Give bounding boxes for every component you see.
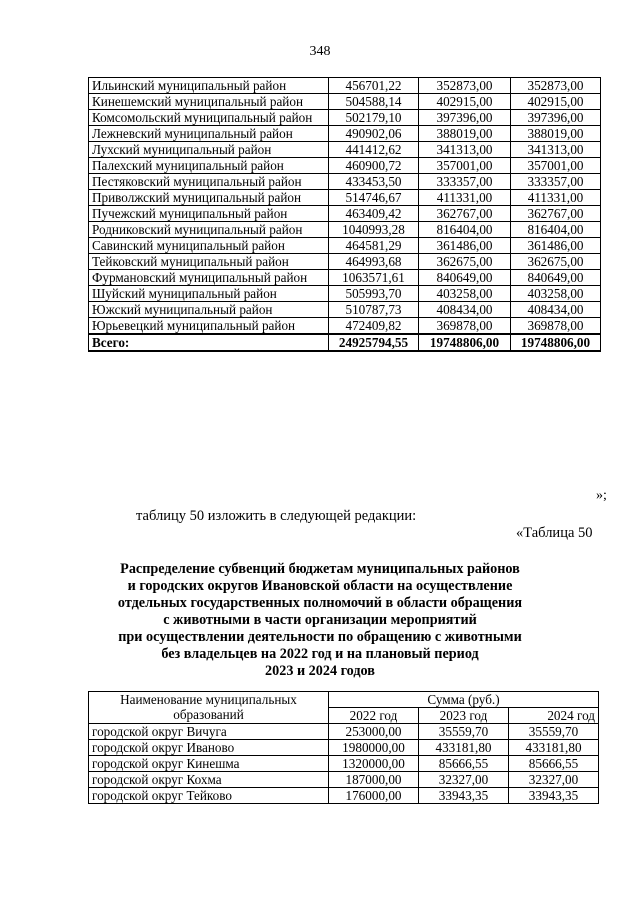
table-row: [89, 142, 601, 158]
district-subsidy-table-continued: [88, 77, 601, 352]
value-2022-cell: 464993,68: [329, 254, 419, 270]
value-2024-cell: 411331,00: [511, 190, 601, 206]
value-2023-cell: 402915,00: [419, 94, 511, 110]
value-2023-cell: 33943,35: [419, 788, 509, 804]
table-row: [89, 222, 601, 238]
table-row: [89, 126, 601, 142]
header-row: [89, 692, 599, 708]
value-2024-cell: 85666,55: [509, 756, 599, 772]
value-2024-cell: 32327,00: [509, 772, 599, 788]
value-2022-cell: 464581,29: [329, 238, 419, 254]
value-2024-cell: 388019,00: [511, 126, 601, 142]
value-2023-cell: 32327,00: [419, 772, 509, 788]
value-2023-cell: 352873,00: [419, 78, 511, 94]
page-number: 348: [309, 44, 331, 59]
value-2022-cell: 505993,70: [329, 286, 419, 302]
value-2022-cell: 433453,50: [329, 174, 419, 190]
value-2024-cell: 362767,00: [511, 206, 601, 222]
value-2024-cell: 403258,00: [511, 286, 601, 302]
value-2024-cell: 341313,00: [511, 142, 601, 158]
value-2022-cell: 1320000,00: [329, 756, 419, 772]
value-2022-cell: 514746,67: [329, 190, 419, 206]
title-line: отдельных государственных полномочий в области обращения: [117, 595, 523, 611]
value-2024-cell: 362675,00: [511, 254, 601, 270]
value-2024-cell: 352873,00: [511, 78, 601, 94]
district-name-cell: Южский муниципальный район: [89, 302, 329, 318]
value-2023-cell: 361486,00: [419, 238, 511, 254]
value-2023-cell: 333357,00: [419, 174, 511, 190]
value-2024-cell: 397396,00: [511, 110, 601, 126]
header-2023: 2023 год: [419, 708, 509, 724]
table-row: [89, 740, 599, 756]
value-2024-cell: 35559,70: [509, 724, 599, 740]
header-2024: 2024 год: [509, 708, 599, 724]
district-name-cell: городской округ Кинешма: [89, 756, 329, 772]
district-name-cell: Пестяковский муниципальный район: [89, 174, 329, 190]
value-2023-cell: 19748806,00: [419, 334, 511, 351]
closing-quote: »;: [596, 488, 607, 503]
value-2022-cell: 1063571,61: [329, 270, 419, 286]
table-row: [89, 238, 601, 254]
value-2022-cell: 1980000,00: [329, 740, 419, 756]
district-name-cell: городской округ Кохма: [89, 772, 329, 788]
value-2023-cell: 816404,00: [419, 222, 511, 238]
value-2022-cell: 456701,22: [329, 78, 419, 94]
table-row: [89, 78, 601, 94]
district-name-cell: Тейковский муниципальный район: [89, 254, 329, 270]
district-name-cell: Кинешемский муниципальный район: [89, 94, 329, 110]
value-2023-cell: 35559,70: [419, 724, 509, 740]
value-2022-cell: 502179,10: [329, 110, 419, 126]
table-row: [89, 174, 601, 190]
district-name-cell: Савинский муниципальный район: [89, 238, 329, 254]
value-2024-cell: 361486,00: [511, 238, 601, 254]
district-name-cell: городской округ Иваново: [89, 740, 329, 756]
district-name-cell: Всего:: [89, 334, 329, 351]
value-2023-cell: 433181,80: [419, 740, 509, 756]
table-title: [80, 561, 560, 680]
value-2022-cell: 187000,00: [329, 772, 419, 788]
value-2024-cell: 408434,00: [511, 302, 601, 318]
district-name-cell: Лухский муниципальный район: [89, 142, 329, 158]
instruction-text: таблицу 50 изложить в следующей редакции:: [136, 508, 417, 524]
district-name-cell: Ильинский муниципальный район: [89, 78, 329, 94]
table-row: [89, 318, 601, 335]
value-2023-cell: 403258,00: [419, 286, 511, 302]
value-2022-cell: 253000,00: [329, 724, 419, 740]
value-2024-cell: 816404,00: [511, 222, 601, 238]
value-2024-cell: 369878,00: [511, 318, 601, 335]
district-name-cell: Шуйский муниципальный район: [89, 286, 329, 302]
value-2023-cell: 85666,55: [419, 756, 509, 772]
value-2024-cell: 19748806,00: [511, 334, 601, 351]
value-2023-cell: 369878,00: [419, 318, 511, 335]
value-2023-cell: 411331,00: [419, 190, 511, 206]
value-2022-cell: 460900,72: [329, 158, 419, 174]
value-2024-cell: 840649,00: [511, 270, 601, 286]
value-2024-cell: 402915,00: [511, 94, 601, 110]
value-2023-cell: 341313,00: [419, 142, 511, 158]
table-row: [89, 270, 601, 286]
title-line: с животными в части организации мероприятий: [163, 612, 477, 628]
table-row: [89, 158, 601, 174]
district-name-cell: Фурмановский муниципальный район: [89, 270, 329, 286]
district-name-cell: Родниковский муниципальный район: [89, 222, 329, 238]
value-2024-cell: 33943,35: [509, 788, 599, 804]
value-2023-cell: 840649,00: [419, 270, 511, 286]
value-2022-cell: 463409,42: [329, 206, 419, 222]
table-label: «Таблица 50: [516, 525, 593, 541]
district-name-cell: Приволжский муниципальный район: [89, 190, 329, 206]
value-2024-cell: 357001,00: [511, 158, 601, 174]
value-2022-cell: 504588,14: [329, 94, 419, 110]
table-row: [89, 94, 601, 110]
value-2024-cell: 433181,80: [509, 740, 599, 756]
district-name-cell: Комсомольский муниципальный район: [89, 110, 329, 126]
district-name-cell: Пучежский муниципальный район: [89, 206, 329, 222]
title-line: Распределение субвенций бюджетам муниципальных районов: [120, 561, 520, 577]
table-row: [89, 756, 599, 772]
table-row: [89, 788, 599, 804]
title-line: и городских округов Ивановской области на осуществление: [127, 578, 513, 594]
title-line: при осуществлении деятельности по обращению с животными: [118, 629, 522, 645]
value-2022-cell: 1040993,28: [329, 222, 419, 238]
header-sum: Сумма (руб.): [329, 692, 599, 708]
table-row: [89, 110, 601, 126]
value-2022-cell: 510787,73: [329, 302, 419, 318]
district-name-cell: Палехский муниципальный район: [89, 158, 329, 174]
table-row: [89, 286, 601, 302]
value-2023-cell: 362675,00: [419, 254, 511, 270]
district-name-cell: Лежневский муниципальный район: [89, 126, 329, 142]
table-row: [89, 302, 601, 318]
header-2022: 2022 год: [329, 708, 419, 724]
value-2022-cell: 490902,06: [329, 126, 419, 142]
value-2022-cell: 176000,00: [329, 788, 419, 804]
title-line: 2023 и 2024 годов: [265, 663, 375, 679]
value-2022-cell: 441412,62: [329, 142, 419, 158]
title-line: без владельцев на 2022 год и на плановый период: [161, 646, 479, 662]
value-2023-cell: 408434,00: [419, 302, 511, 318]
table-row: [89, 254, 601, 270]
value-2023-cell: 362767,00: [419, 206, 511, 222]
value-2024-cell: 333357,00: [511, 174, 601, 190]
table-row: [89, 772, 599, 788]
value-2022-cell: 472409,82: [329, 318, 419, 335]
table-row: [89, 206, 601, 222]
header-name: Наименование муниципальных образований: [89, 692, 329, 724]
value-2023-cell: 397396,00: [419, 110, 511, 126]
table-row: [89, 724, 599, 740]
district-name-cell: городской округ Тейково: [89, 788, 329, 804]
table-row: [89, 190, 601, 206]
district-name-cell: городской округ Вичуга: [89, 724, 329, 740]
total-row: [89, 334, 601, 351]
animal-handling-subsidy-table: [88, 691, 599, 804]
district-name-cell: Юрьевецкий муниципальный район: [89, 318, 329, 335]
value-2022-cell: 24925794,55: [329, 334, 419, 351]
value-2023-cell: 388019,00: [419, 126, 511, 142]
value-2023-cell: 357001,00: [419, 158, 511, 174]
